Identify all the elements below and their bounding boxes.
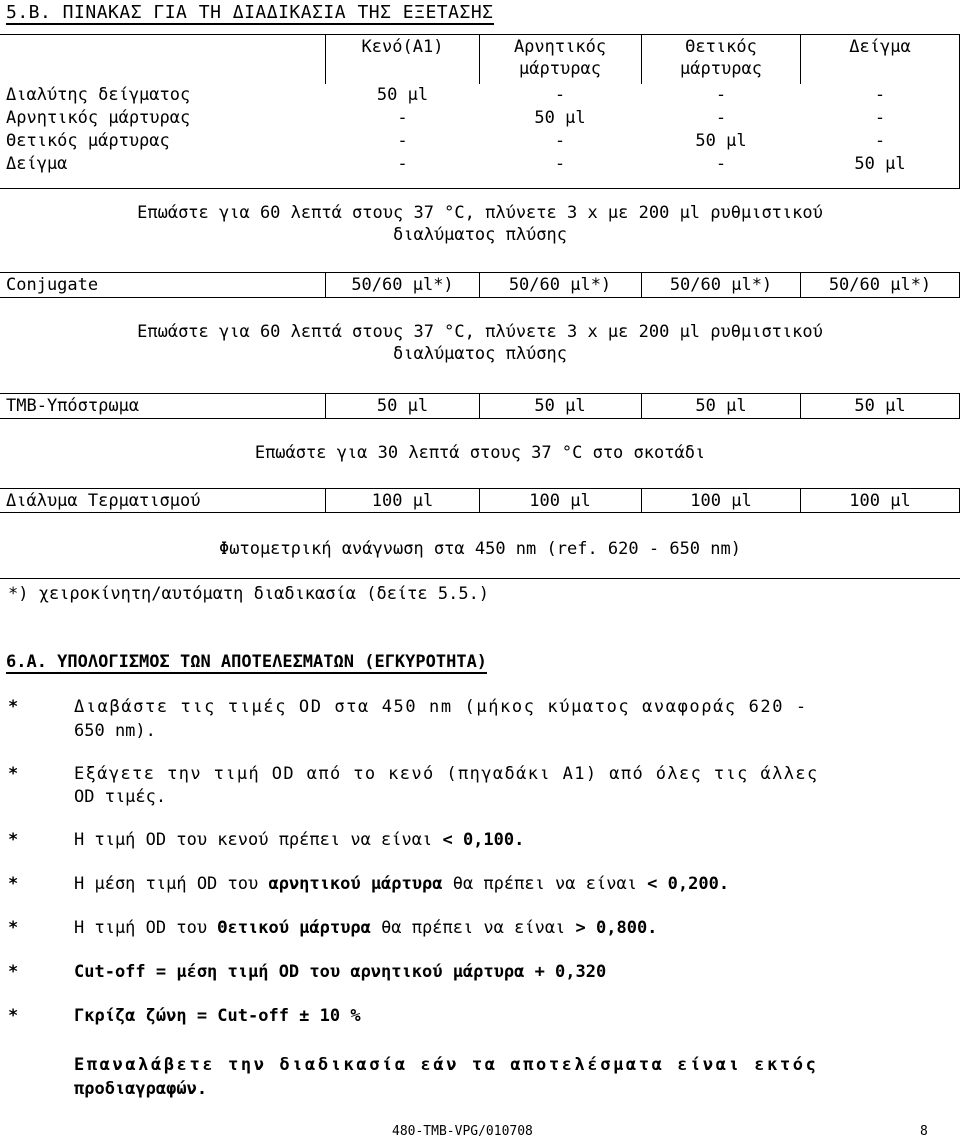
table-bottom-border [0, 578, 960, 579]
col-header-blank: Κενό(A1) [361, 37, 444, 57]
incubation-step: Επωάστε για 60 λεπτά στους 37 °C, πλύνετε 3 x με 200 μl ρυθμιστικού διαλύματος πλύσης [137, 203, 823, 245]
row-border [0, 512, 960, 513]
bullet-text: 650 nm). [74, 721, 156, 741]
table-cell: 50/60 μl*) [828, 275, 932, 295]
row-label: Αρνητικός μάρτυρας [6, 108, 191, 128]
table-cell: - [554, 85, 566, 105]
table-cell: - [874, 85, 886, 105]
table-cell: 50 μl [695, 131, 747, 151]
table-cell: - [554, 131, 566, 151]
table-cell: - [874, 108, 886, 128]
table-cell: 50 μl [376, 85, 429, 105]
bullet-text: Γκρίζα ζώνη = Cut-off ± 10 % [74, 1006, 361, 1026]
row-label: Θετικός μάρτυρας [6, 131, 170, 151]
row-border [0, 297, 960, 298]
table-cell: 100 μl [690, 491, 752, 511]
table-cell: 50/60 μl*) [669, 275, 773, 295]
bullet-text: Η τιμή OD του Θετικού μάρτυρα θα πρέπει να είναι > 0,800. [74, 918, 658, 938]
col-header-sample: Δείγμα [849, 37, 911, 57]
table-cell: 50 μl [534, 108, 586, 128]
bullet-star: * [8, 918, 19, 938]
bullet-star: * [8, 830, 19, 850]
table-cell: 50 μl [854, 396, 906, 416]
section6-title: 6.A. ΥΠΟΛΟΓΙΣΜΟΣ ΤΩΝ ΑΠΟΤΕΛΕΣΜΑΤΩΝ (ΕΓΚΥΡΟΤΗΤΑ) [6, 652, 488, 672]
footnote: *) χειροκίνητη/αυτόματη διαδικασία (δείτε 5.5.) [8, 584, 490, 604]
table-cell: - [715, 108, 727, 128]
table-cell: 100 μl [371, 491, 434, 511]
col-header-positive: Θετικός μάρτυρας [680, 37, 762, 79]
table-cell: 100 μl [849, 491, 911, 511]
table-cell: - [397, 108, 408, 128]
row-border [0, 418, 960, 419]
table-cell: 100 μl [529, 491, 591, 511]
table-cell: 50/60 μl*) [351, 275, 454, 295]
doc-code: 480-TMB-VPG/010708 [392, 1124, 533, 1139]
incubation-step: Επωάστε για 60 λεπτά στους 37 °C, πλύνετε 3 x με 200 μl ρυθμιστικού διαλύματος πλύσης [137, 322, 823, 364]
bullet-star: * [8, 764, 19, 784]
bullet-star: * [8, 1006, 19, 1026]
table-cell: 50/60 μl*) [508, 275, 612, 295]
table-cell: - [715, 154, 727, 174]
row-label-conjugate: Conjugate [6, 275, 99, 295]
bullet-text: OD τιμές. [74, 787, 167, 807]
table-cell: - [397, 154, 408, 174]
table-cell: 50 μl [695, 396, 747, 416]
repeat-note: προδιαγραφών. [74, 1079, 208, 1099]
table-cell: 50 μl [376, 396, 429, 416]
bullet-text: Η τιμή OD του κενού πρέπει να είναι < 0,100. [74, 830, 525, 850]
bullet-text: Διαβάστε τις τιμές OD στα 450 nm (μήκος κύματος αναφοράς 620 - [74, 697, 808, 717]
bullet-star: * [8, 697, 19, 717]
row-label-tmb: TMB-Υπόστρωμα [6, 396, 140, 416]
bullet-text: Εξάγετε την τιμή OD από το κενό (πηγαδάκι A1) από όλες τις άλλες [74, 764, 819, 784]
table-divider [0, 188, 960, 189]
row-label: Διαλύτης δείγματος [6, 85, 191, 105]
table-cell: - [715, 85, 727, 105]
row-border [0, 393, 960, 394]
bullet-star: * [8, 962, 19, 982]
table-top-border [0, 34, 960, 35]
repeat-note: Επαναλάβετε την διαδικασία εάν τα αποτελέσματα είναι εκτός [74, 1055, 819, 1075]
table-cell: - [554, 154, 566, 174]
bullet-text: Cut-off = μέση τιμή OD του αρνητικού μάρτυρα + 0,320 [74, 962, 607, 982]
row-border [0, 272, 960, 273]
table-cell: - [397, 131, 408, 151]
table-cell: 50 μl [854, 154, 906, 174]
page-number: 8 [920, 1124, 928, 1139]
row-label-stop: Διάλυμα Τερματισμού [6, 491, 201, 511]
bullet-star: * [8, 874, 19, 894]
table-cell: - [874, 131, 886, 151]
bullet-text: Η μέση τιμή OD του αρνητικού μάρτυρα θα πρέπει να είναι < 0,200. [74, 874, 730, 894]
row-label: Δείγμα [6, 154, 68, 174]
read-step: Φωτομετρική ανάγνωση στα 450 nm (ref. 620 - 650 nm) [219, 539, 741, 559]
section-title: 5.B. ΠΙΝΑΚΑΣ ΓΙΑ ΤΗ ΔΙΑΔΙΚΑΣΙΑ ΤΗΣ ΕΞΕΤΑΣΗΣ [6, 2, 494, 23]
table-cell: 50 μl [534, 396, 586, 416]
row-border [0, 488, 960, 489]
col-header-negative: Αρνητικός μάρτυρας [513, 37, 607, 79]
incubation-step: Επωάστε για 30 λεπτά στους 37 °C στο σκοτάδι [254, 443, 706, 463]
